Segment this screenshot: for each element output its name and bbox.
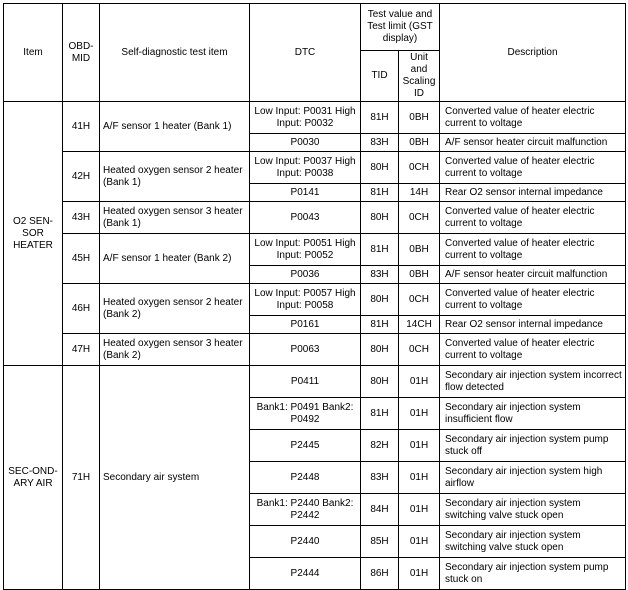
description: Converted value of heater electric current to voltage (440, 334, 626, 366)
unit-scaling: 01H (399, 558, 440, 590)
test-item: Heated oxygen sensor 3 heater (Bank 1) (100, 202, 250, 234)
obd-mid: 45H (63, 234, 100, 284)
unit-scaling: 0CH (399, 284, 440, 316)
dtc: P0161 (250, 316, 361, 334)
dtc: Low Input: P0057 High Input: P0058 (250, 284, 361, 316)
tid: 85H (361, 526, 399, 558)
item-secondary-air: SEC-OND-ARY AIR (4, 366, 63, 590)
tid: 81H (361, 398, 399, 430)
tid: 83H (361, 462, 399, 494)
description: Rear O2 sensor internal impedance (440, 184, 626, 202)
tid: 80H (361, 334, 399, 366)
tid: 81H (361, 316, 399, 334)
dtc: P0063 (250, 334, 361, 366)
dtc: Bank1: P2440 Bank2: P2442 (250, 494, 361, 526)
unit-scaling: 01H (399, 398, 440, 430)
description: Converted value of heater electric current to voltage (440, 102, 626, 134)
description: Secondary air injection system incorrect flow detected (440, 366, 626, 398)
description: Converted value of heater electric current to voltage (440, 284, 626, 316)
obd-mid: 42H (63, 152, 100, 202)
dtc: P0141 (250, 184, 361, 202)
dtc: P0043 (250, 202, 361, 234)
obd-mid: 43H (63, 202, 100, 234)
description: Secondary air injection system switching valve stuck open (440, 494, 626, 526)
description: A/F sensor heater circuit malfunction (440, 134, 626, 152)
unit-scaling: 01H (399, 462, 440, 494)
tid: 80H (361, 152, 399, 184)
description: Secondary air injection system high airflow (440, 462, 626, 494)
obd-mid: 41H (63, 102, 100, 152)
tid: 81H (361, 184, 399, 202)
tid: 84H (361, 494, 399, 526)
description: Secondary air injection system insufficient flow (440, 398, 626, 430)
tid: 80H (361, 366, 399, 398)
dtc: P2448 (250, 462, 361, 494)
test-item: Secondary air system (100, 366, 250, 590)
dtc: P0411 (250, 366, 361, 398)
dtc: P0036 (250, 266, 361, 284)
tid: 80H (361, 202, 399, 234)
header-unit-scaling: Unit and Scaling ID (399, 51, 440, 102)
header-test-value: Test value and Test limit (GST display) (361, 4, 440, 51)
dtc: P2440 (250, 526, 361, 558)
test-item: Heated oxygen sensor 2 heater (Bank 2) (100, 284, 250, 334)
dtc: P2445 (250, 430, 361, 462)
description: Secondary air injection system switching valve stuck open (440, 526, 626, 558)
header-test-item: Self-diagnostic test item (100, 4, 250, 102)
tid: 86H (361, 558, 399, 590)
tid: 83H (361, 266, 399, 284)
unit-scaling: 0BH (399, 266, 440, 284)
unit-scaling: 0CH (399, 334, 440, 366)
item-o2-sensor-heater: O2 SEN-SOR HEATER (4, 102, 63, 366)
header-description: Description (440, 4, 626, 102)
unit-scaling: 14CH (399, 316, 440, 334)
header-dtc: DTC (250, 4, 361, 102)
test-item: Heated oxygen sensor 3 heater (Bank 2) (100, 334, 250, 366)
dtc: P2444 (250, 558, 361, 590)
dtc: P0030 (250, 134, 361, 152)
description: Converted value of heater electric current to voltage (440, 202, 626, 234)
description: Secondary air injection system pump stuck on (440, 558, 626, 590)
header-item: Item (4, 4, 63, 102)
header-obd-mid: OBD-MID (63, 4, 100, 102)
tid: 82H (361, 430, 399, 462)
unit-scaling: 01H (399, 526, 440, 558)
unit-scaling: 01H (399, 430, 440, 462)
dtc: Bank1: P0491 Bank2: P0492 (250, 398, 361, 430)
tid: 83H (361, 134, 399, 152)
dtc: Low Input: P0031 High Input: P0032 (250, 102, 361, 134)
description: Secondary air injection system pump stuck off (440, 430, 626, 462)
unit-scaling: 0BH (399, 134, 440, 152)
unit-scaling: 01H (399, 366, 440, 398)
unit-scaling: 0BH (399, 102, 440, 134)
tid: 80H (361, 284, 399, 316)
obd-mid: 47H (63, 334, 100, 366)
tid: 81H (361, 102, 399, 134)
description: Converted value of heater electric current to voltage (440, 152, 626, 184)
tid: 81H (361, 234, 399, 266)
unit-scaling: 01H (399, 494, 440, 526)
unit-scaling: 14H (399, 184, 440, 202)
unit-scaling: 0CH (399, 152, 440, 184)
test-item: A/F sensor 1 heater (Bank 1) (100, 102, 250, 152)
unit-scaling: 0BH (399, 234, 440, 266)
obd-mid: 46H (63, 284, 100, 334)
test-item: A/F sensor 1 heater (Bank 2) (100, 234, 250, 284)
description: A/F sensor heater circuit malfunction (440, 266, 626, 284)
obd-mid: 71H (63, 366, 100, 590)
description: Rear O2 sensor internal impedance (440, 316, 626, 334)
header-tid: TID (361, 51, 399, 102)
description: Converted value of heater electric current to voltage (440, 234, 626, 266)
dtc: Low Input: P0051 High Input: P0052 (250, 234, 361, 266)
test-item: Heated oxygen sensor 2 heater (Bank 1) (100, 152, 250, 202)
diagnostic-table (3, 3, 626, 590)
dtc: Low Input: P0037 High Input: P0038 (250, 152, 361, 184)
unit-scaling: 0CH (399, 202, 440, 234)
